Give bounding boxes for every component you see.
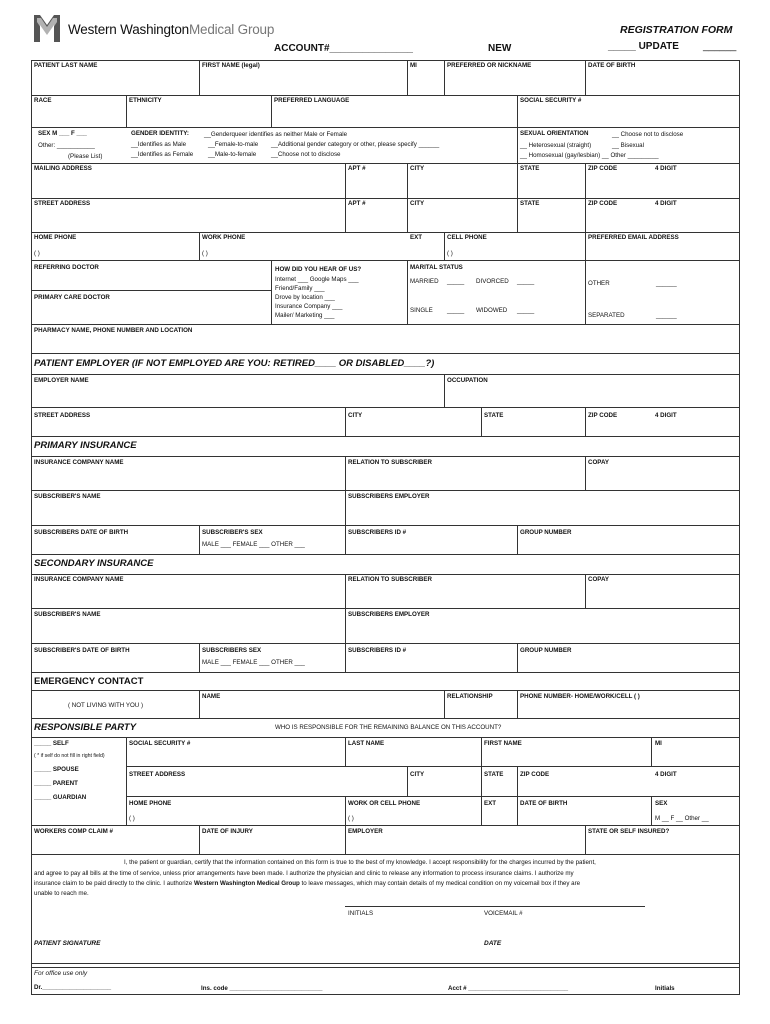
- marital-single[interactable]: SINGLE: [410, 307, 433, 314]
- mailing-state-field[interactable]: STATE: [520, 165, 540, 172]
- orientation-option[interactable]: __ Homosexual (gay/lesbian) __ Other _________: [520, 152, 659, 159]
- first-name-field[interactable]: FIRST NAME (legal): [202, 62, 260, 69]
- consent-text: I, the patient or guardian, certify that the information contained on this form is true to the best of my knowledge. I accept responsibility for the charges incurred by the patient,: [124, 859, 596, 866]
- responsible-ssn-field[interactable]: SOCIAL SECURITY #: [129, 740, 191, 747]
- referring-doctor-field[interactable]: REFERRING DOCTOR: [34, 264, 99, 271]
- email-field[interactable]: PREFERRED EMAIL ADDRESS: [588, 234, 679, 241]
- signature-date-field[interactable]: DATE: [484, 940, 502, 947]
- responsible-home-phone-field[interactable]: HOME PHONE: [129, 800, 172, 807]
- employer-zip4-field[interactable]: 4 DIGIT: [655, 412, 677, 419]
- responsible-ext-field[interactable]: EXT: [484, 800, 497, 807]
- employer-zip-field[interactable]: ZIP CODE: [588, 412, 618, 419]
- emergency-phone-field[interactable]: PHONE NUMBER- HOME/WORK/CELL ( ): [520, 693, 640, 700]
- emergency-name-field[interactable]: NAME: [202, 693, 221, 700]
- marital-divorced[interactable]: DIVORCED: [476, 278, 509, 285]
- responsible-dob-field[interactable]: DATE OF BIRTH: [520, 800, 568, 807]
- responsible-zip4-field[interactable]: 4 DIGIT: [655, 771, 677, 778]
- home-area-code: ( ): [34, 250, 40, 257]
- responsible-question: WHO IS RESPONSIBLE FOR THE REMAINING BALANCE ON THIS ACCOUNT?: [275, 724, 502, 731]
- marital-single-blank[interactable]: _____: [447, 307, 465, 314]
- work-phone-field[interactable]: WORK PHONE: [202, 234, 246, 241]
- consent-text: insurance claim to be paid directly to the clinic. I authorize Western Washington Medical Group to leave messages, which may contain details of my medical condition on my voicemail box if they are: [34, 880, 581, 887]
- responsible-work-area-code: ( ): [348, 815, 354, 822]
- responsible-zip-field[interactable]: ZIP CODE: [520, 771, 550, 778]
- responsible-last-name-field[interactable]: LAST NAME: [348, 740, 385, 747]
- new-label: NEW: [488, 43, 512, 54]
- cell-phone-field[interactable]: CELL PHONE: [447, 234, 487, 241]
- mailing-zip-field[interactable]: ZIP CODE: [588, 165, 618, 172]
- marital-status-title: MARITAL STATUS: [410, 264, 463, 271]
- workers-comp-claim-field[interactable]: WORKERS COMP CLAIM #: [34, 828, 113, 835]
- mailing-apt-field[interactable]: APT #: [348, 165, 366, 172]
- mi-field[interactable]: MI: [410, 62, 417, 69]
- hear-option[interactable]: Mailer/ Marketing ___: [275, 312, 335, 319]
- form-title: REGISTRATION FORM: [620, 24, 733, 36]
- orientation-option[interactable]: __ Heterosexual (straight): [520, 142, 592, 149]
- street-state-field[interactable]: STATE: [520, 200, 540, 207]
- sex-other-field[interactable]: Other: ___________: [38, 142, 95, 149]
- street-city-field[interactable]: CITY: [410, 200, 425, 207]
- marital-other[interactable]: OTHER: [588, 280, 610, 287]
- mailing-zip4-field[interactable]: 4 DIGIT: [655, 165, 677, 172]
- patient-last-name-field[interactable]: PATIENT LAST NAME: [34, 62, 98, 69]
- primary-company-field[interactable]: INSURANCE COMPANY NAME: [34, 459, 124, 466]
- ext-field[interactable]: EXT: [410, 234, 423, 241]
- office-initials-field[interactable]: Initials: [655, 985, 675, 992]
- employer-city-field[interactable]: CITY: [348, 412, 363, 419]
- secondary-subscriber-id-field[interactable]: SUBSCRIBERS ID #: [348, 647, 407, 654]
- secondary-copay-field[interactable]: COPAY: [588, 576, 609, 583]
- state-or-self-insured-field[interactable]: STATE OR SELF INSURED?: [588, 828, 670, 835]
- office-dr-field[interactable]: Dr.____________________: [34, 984, 112, 991]
- date-of-birth-field[interactable]: DATE OF BIRTH: [588, 62, 636, 69]
- preferred-language-field[interactable]: PREFERRED LANGUAGE: [274, 97, 350, 104]
- primary-subscriber-sex-options[interactable]: MALE ___ FEMALE ___ OTHER ___: [202, 541, 305, 548]
- orientation-option[interactable]: __ Choose not to disclose: [612, 131, 684, 138]
- work-area-code: ( ): [202, 250, 208, 257]
- employer-name-field[interactable]: EMPLOYER NAME: [34, 377, 89, 384]
- mailing-city-field[interactable]: CITY: [410, 165, 425, 172]
- comp-employer-field[interactable]: EMPLOYER: [348, 828, 383, 835]
- hear-option[interactable]: Drove by location ___: [275, 294, 335, 301]
- responsible-party-title: RESPONSIBLE PARTY: [34, 722, 137, 733]
- gender-option[interactable]: __Identifies as Female: [131, 151, 194, 158]
- occupation-field[interactable]: OCCUPATION: [447, 377, 488, 384]
- responsible-mi-field[interactable]: MI: [655, 740, 662, 747]
- responsible-city-field[interactable]: CITY: [410, 771, 425, 778]
- street-address-field[interactable]: STREET ADDRESS: [34, 200, 91, 207]
- emergency-relationship-field[interactable]: RELATIONSHIP: [447, 693, 493, 700]
- gender-option[interactable]: __Male-to-female: [208, 151, 257, 158]
- update-checkbox-line[interactable]: _____ UPDATE: [608, 41, 679, 52]
- responsible-sex-options[interactable]: M __ F __ Other __: [655, 815, 709, 822]
- home-phone-field[interactable]: HOME PHONE: [34, 234, 77, 241]
- primary-subscriber-sex-label: SUBSCRIBER'S SEX: [202, 529, 263, 536]
- mailing-address-field[interactable]: MAILING ADDRESS: [34, 165, 92, 172]
- primary-subscriber-dob-field[interactable]: SUBSCRIBERS DATE OF BIRTH: [34, 529, 129, 536]
- street-zip4-field[interactable]: 4 DIGIT: [655, 200, 677, 207]
- gender-option[interactable]: __Identifies as Male: [131, 141, 187, 148]
- primary-subscriber-id-field[interactable]: SUBSCRIBERS ID #: [348, 529, 407, 536]
- sex-options[interactable]: SEX M ___ F ___: [38, 130, 87, 137]
- consent-text: and agree to pay all bills at the time of service, unless prior arrangements have been made. I authorize the physician and clinic to release any information to process insurance claims. I authorize my: [34, 870, 574, 877]
- emergency-contact-title: EMERGENCY CONTACT: [34, 676, 144, 687]
- please-list-note: (Please List): [68, 153, 103, 160]
- secondary-relation-field[interactable]: RELATION TO SUBSCRIBER: [348, 576, 432, 583]
- responsible-state-field[interactable]: STATE: [484, 771, 504, 778]
- responsible-sex-label: SEX: [655, 800, 668, 807]
- employer-section-title: PATIENT EMPLOYER (IF NOT EMPLOYED ARE YOU: RETIRED____ OR DISABLED____?): [34, 358, 435, 369]
- ethnicity-field[interactable]: ETHNICITY: [129, 97, 162, 104]
- street-apt-field[interactable]: APT #: [348, 200, 366, 207]
- office-acct-field[interactable]: Acct # _____________________________: [448, 985, 569, 992]
- gender-option[interactable]: __Genderqueer identifies as neither Male or Female: [204, 131, 348, 138]
- account-number-field[interactable]: ACCOUNT#_______________: [274, 43, 413, 54]
- secondary-subscriber-employer-field[interactable]: SUBSCRIBERS EMPLOYER: [348, 611, 430, 618]
- secondary-subscriber-sex-label: SUBSCRIBERS SEX: [202, 647, 262, 654]
- responsible-guardian-option[interactable]: _____ GUARDIAN: [34, 794, 87, 801]
- primary-subscriber-name-field[interactable]: SUBSCRIBER'S NAME: [34, 493, 101, 500]
- consent-text: unable to reach me.: [34, 890, 89, 897]
- gender-identity-title: GENDER IDENTITY:: [131, 130, 189, 137]
- office-ins-code-field[interactable]: Ins. code ___________________________: [201, 985, 323, 992]
- responsible-spouse-option[interactable]: _____ SPOUSE: [34, 766, 79, 773]
- gender-option[interactable]: __Choose not to disclose: [271, 151, 341, 158]
- office-use-title: For office use only: [34, 970, 88, 977]
- primary-subscriber-employer-field[interactable]: SUBSCRIBERS EMPLOYER: [348, 493, 430, 500]
- responsible-parent-option[interactable]: _____ PARENT: [34, 780, 78, 787]
- self-note: ( * if self do not fill in right field): [34, 753, 105, 759]
- cell-area-code: ( ): [447, 250, 453, 257]
- initials-field[interactable]: INITIALS: [348, 910, 374, 917]
- marital-married[interactable]: MARRIED: [410, 278, 439, 285]
- secondary-subscriber-sex-options[interactable]: MALE ___ FEMALE ___ OTHER ___: [202, 659, 305, 666]
- primary-care-doctor-field[interactable]: PRIMARY CARE DOCTOR: [34, 294, 110, 301]
- secondary-subscriber-name-field[interactable]: SUBSCRIBER'S NAME: [34, 611, 101, 618]
- orientation-option[interactable]: __ Bisexual: [612, 142, 644, 149]
- patient-signature-field[interactable]: PATIENT SIGNATURE: [34, 940, 101, 947]
- marital-widowed-blank[interactable]: _____: [517, 307, 535, 314]
- sexual-orientation-title: SEXUAL ORIENTATION: [520, 130, 589, 137]
- gender-option[interactable]: __Female-to-male: [208, 141, 259, 148]
- hear-of-us-title: HOW DID YOU HEAR OF US?: [275, 266, 362, 273]
- responsible-work-cell-field[interactable]: WORK OR CELL PHONE: [348, 800, 421, 807]
- date-of-injury-field[interactable]: DATE OF INJURY: [202, 828, 253, 835]
- hear-option[interactable]: Insurance Company ___: [275, 303, 343, 310]
- gender-option[interactable]: __Additional gender category or other, please specify ______: [271, 141, 440, 148]
- primary-group-number-field[interactable]: GROUP NUMBER: [520, 529, 572, 536]
- primary-copay-field[interactable]: COPAY: [588, 459, 609, 466]
- marital-separated-blank[interactable]: ______: [656, 312, 677, 319]
- hear-option[interactable]: Internet ___ Google Maps ___: [275, 276, 359, 283]
- street-zip-field[interactable]: ZIP CODE: [588, 200, 618, 207]
- primary-insurance-title: PRIMARY INSURANCE: [34, 440, 137, 451]
- marital-divorced-blank[interactable]: _____: [517, 278, 535, 285]
- primary-relation-field[interactable]: RELATION TO SUBSCRIBER: [348, 459, 432, 466]
- secondary-subscriber-dob-field[interactable]: SUBSCRIBER'S DATE OF BIRTH: [34, 647, 130, 654]
- marital-separated[interactable]: SEPARATED: [588, 312, 625, 319]
- org-logo-text: Western WashingtonMedical Group: [68, 22, 275, 37]
- responsible-home-area-code: ( ): [129, 815, 135, 822]
- marital-widowed[interactable]: WIDOWED: [476, 307, 508, 314]
- voicemail-field[interactable]: VOICEMAIL #: [484, 910, 523, 917]
- employer-state-field[interactable]: STATE: [484, 412, 504, 419]
- update-blank[interactable]: ______: [703, 41, 737, 52]
- employer-street-field[interactable]: STREET ADDRESS: [34, 412, 91, 419]
- marital-other-blank[interactable]: ______: [656, 280, 677, 287]
- not-living-note: ( NOT LIVING WITH YOU ): [68, 702, 144, 709]
- responsible-first-name-field[interactable]: FIRST NAME: [484, 740, 522, 747]
- race-field[interactable]: RACE: [34, 97, 52, 104]
- secondary-company-field[interactable]: INSURANCE COMPANY NAME: [34, 576, 124, 583]
- pharmacy-field[interactable]: PHARMACY NAME, PHONE NUMBER AND LOCATION: [34, 327, 193, 334]
- wwmg-logo-icon: [33, 13, 61, 43]
- responsible-street-field[interactable]: STREET ADDRESS: [129, 771, 186, 778]
- hear-option[interactable]: Friend/Family ___: [275, 285, 325, 292]
- secondary-group-number-field[interactable]: GROUP NUMBER: [520, 647, 572, 654]
- responsible-self-option[interactable]: _____ SELF: [34, 740, 69, 747]
- nickname-field[interactable]: PREFERRED OR NICKNAME: [447, 62, 532, 69]
- marital-married-blank[interactable]: _____: [447, 278, 465, 285]
- social-security-field[interactable]: SOCIAL SECURITY #: [520, 97, 582, 104]
- secondary-insurance-title: SECONDARY INSURANCE: [34, 558, 154, 569]
